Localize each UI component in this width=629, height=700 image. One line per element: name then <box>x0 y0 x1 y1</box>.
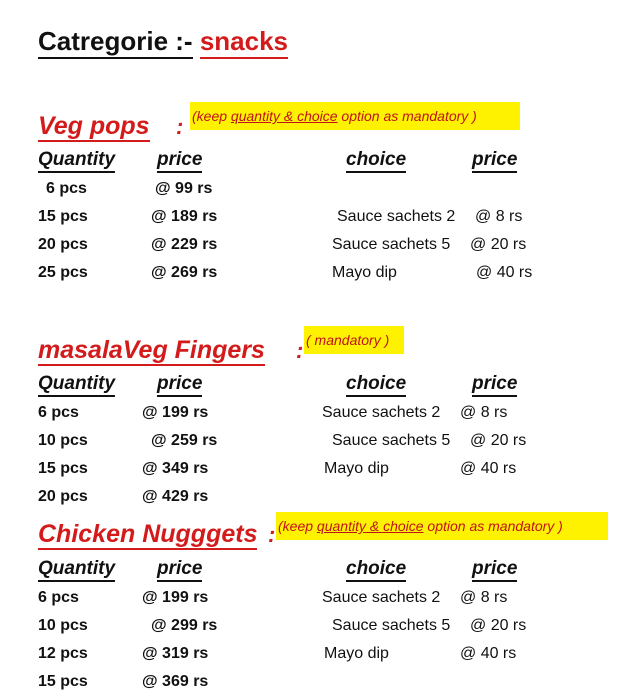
note-text: ( mandatory ) <box>306 332 390 348</box>
price-header: price <box>157 558 202 582</box>
quantity-cell: 6 pcs <box>38 589 79 606</box>
choice-name: Mayo dip <box>324 460 389 477</box>
price-cell: @ 259 rs <box>151 432 218 449</box>
quantity-cell: 10 pcs <box>38 432 88 449</box>
price-cell: @ 99 rs <box>155 180 213 197</box>
quantity-header: Quantity <box>38 149 115 173</box>
choice-price: @ 8 rs <box>460 404 508 421</box>
choice-price: @ 8 rs <box>475 208 523 225</box>
price-cell: @ 319 rs <box>142 645 209 662</box>
category-label: Catregorie :- <box>38 26 193 59</box>
price-cell: @ 229 rs <box>151 236 218 253</box>
quantity-cell: 20 pcs <box>38 236 88 253</box>
price-cell: @ 349 rs <box>142 460 209 477</box>
choice-price: @ 20 rs <box>470 432 527 449</box>
quantity-cell: 15 pcs <box>38 673 88 690</box>
choice-name: Sauce sachets 2 <box>337 208 456 225</box>
quantity-cell: 15 pcs <box>38 460 88 477</box>
choice-name: Sauce sachets 5 <box>332 236 451 253</box>
price-cell: @ 369 rs <box>142 673 209 690</box>
quantity-header: Quantity <box>38 373 115 397</box>
quantity-cell: 10 pcs <box>38 617 88 634</box>
choice-price-header: price <box>472 558 517 582</box>
choice-header: choice <box>346 149 406 173</box>
page-title <box>38 26 288 57</box>
price-header: price <box>157 149 202 173</box>
price-cell: @ 189 rs <box>151 208 218 225</box>
quantity-header: Quantity <box>38 558 115 582</box>
category-name: snacks <box>200 26 288 59</box>
choice-name: Mayo dip <box>324 645 389 662</box>
section-colon: : <box>268 522 276 547</box>
quantity-cell: 6 pcs <box>38 404 79 421</box>
price-header: price <box>157 373 202 397</box>
quantity-cell: 6 pcs <box>46 180 87 197</box>
price-cell: @ 299 rs <box>151 617 218 634</box>
quantity-cell: 20 pcs <box>38 488 88 505</box>
choice-name: Sauce sachets 2 <box>322 404 441 421</box>
choice-name: Mayo dip <box>332 264 397 281</box>
quantity-cell: 15 pcs <box>38 208 88 225</box>
mandatory-note <box>276 512 608 540</box>
choice-name: Sauce sachets 2 <box>322 589 441 606</box>
choice-price-header: price <box>472 149 517 173</box>
mandatory-note <box>190 102 520 130</box>
note-underlined-text: quantity & choice <box>230 108 338 124</box>
choice-price: @ 20 rs <box>470 236 527 253</box>
choice-price: @ 40 rs <box>460 460 517 477</box>
section-title: masalaVeg Fingers <box>38 336 265 364</box>
quantity-cell: 12 pcs <box>38 645 88 662</box>
quantity-cell: 25 pcs <box>38 264 88 281</box>
choice-name: Sauce sachets 5 <box>332 617 451 634</box>
price-cell: @ 199 rs <box>142 589 209 606</box>
section-title: Veg pops <box>38 112 150 140</box>
mandatory-note <box>304 326 404 354</box>
section-title: Chicken Nugggets <box>38 520 258 548</box>
note-text: (keep <box>278 518 317 534</box>
note-text: option as mandatory ) <box>423 518 563 534</box>
section-colon: : <box>296 338 304 363</box>
price-cell: @ 199 rs <box>142 404 209 421</box>
choice-header: choice <box>346 373 406 397</box>
choice-header: choice <box>346 558 406 582</box>
choice-price: @ 8 rs <box>460 589 508 606</box>
section-colon: : <box>176 114 184 139</box>
price-cell: @ 429 rs <box>142 488 209 505</box>
note-text: (keep <box>192 108 231 124</box>
choice-price: @ 20 rs <box>470 617 527 634</box>
choice-price: @ 40 rs <box>476 264 533 281</box>
choice-price: @ 40 rs <box>460 645 517 662</box>
note-text: option as mandatory ) <box>337 108 477 124</box>
choice-price-header: price <box>472 373 517 397</box>
choice-name: Sauce sachets 5 <box>332 432 451 449</box>
note-underlined-text: quantity & choice <box>316 518 424 534</box>
price-cell: @ 269 rs <box>151 264 218 281</box>
